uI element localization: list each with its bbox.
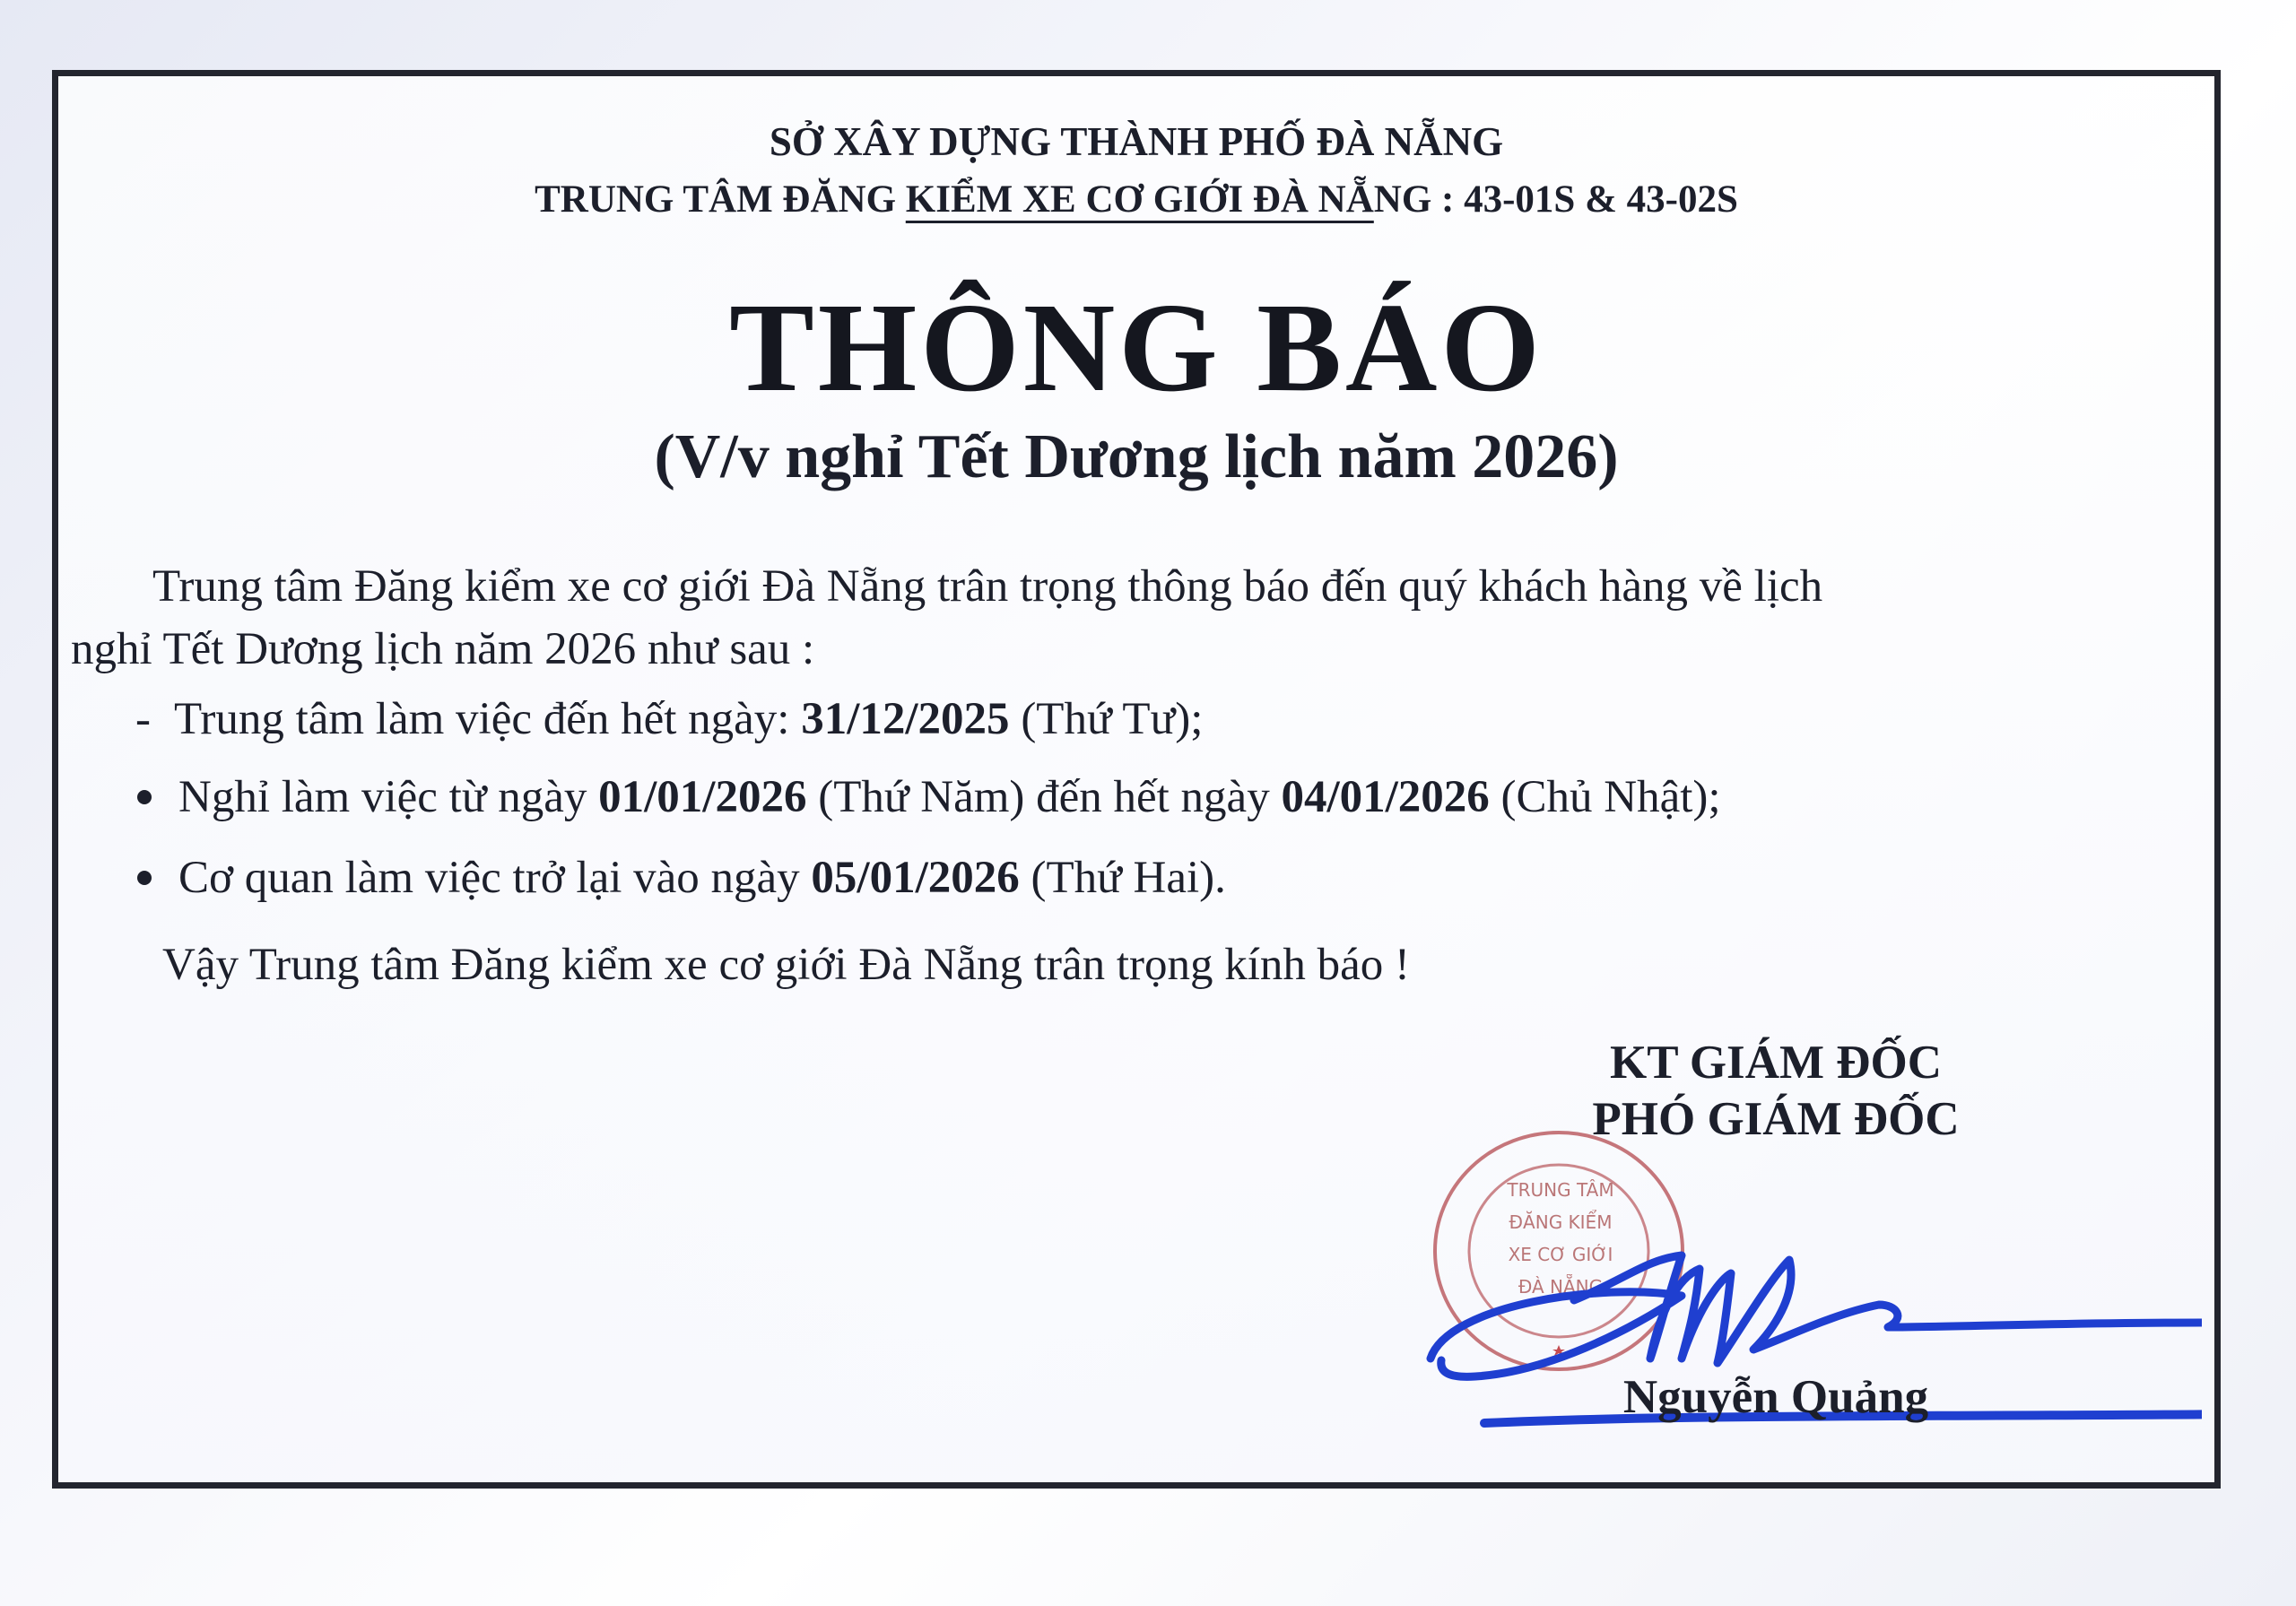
list-item: [126, 693, 1203, 745]
seal-text-4: ĐÀ NẴNG: [1518, 1276, 1604, 1298]
org-line-2-part-c: NG : 43-01S & 43-02S: [1373, 178, 1738, 221]
signer-title-1: KT GIÁM ĐỐC: [1609, 1037, 1943, 1089]
item-date-start: 01/01/2026: [598, 772, 807, 822]
item-text: Trung tâm làm việc đến hết ngày:: [173, 694, 802, 744]
signer-name: Nguyễn Quảng: [1622, 1371, 1929, 1423]
bullet-dot: [137, 871, 152, 885]
item-marker: -: [135, 694, 151, 744]
org-line-1: SỞ XÂY DỰNG THÀNH PHỐ ĐÀ NẴNG: [769, 119, 1504, 164]
notice-document: [52, 70, 2221, 1489]
org-line-2-part-a: TRUNG TÂM ĐĂNG: [535, 178, 906, 221]
item-date: 31/12/2025: [801, 694, 1010, 744]
item-text: Cơ quan làm việc trở lại vào ngày: [178, 853, 812, 903]
closing-line: Vậy Trung tâm Đăng kiểm xe cơ giới Đà Nẵng trân trọng kính báo !: [162, 940, 1411, 990]
intro-line-2: nghỉ Tết Dương lịch năm 2026 như sau :: [71, 624, 815, 674]
seal-text-1: TRUNG TÂM: [1507, 1179, 1614, 1201]
item-text-mid: (Thứ Hai).: [1019, 853, 1226, 903]
intro-line-1: Trung tâm Đăng kiểm xe cơ giới Đà Nẵng trân trọng thông báo đến quý khách hàng về lịch: [152, 561, 1823, 612]
item-text: Nghỉ làm việc từ ngày: [178, 772, 599, 822]
org-line-2-underlined: KIỂM XE CƠ GIỚI ĐÀ NẴ: [905, 178, 1374, 221]
notice-subtitle: (V/v nghỉ Tết Dương lịch năm 2026): [654, 422, 1619, 491]
seal-text-3: XE CƠ GIỚI: [1508, 1244, 1613, 1265]
item-date: 05/01/2026: [811, 853, 1020, 903]
seal-text-2: ĐĂNG KIỂM: [1509, 1211, 1613, 1233]
org-line-2: [58, 178, 2214, 221]
notice-title: THÔNG BÁO: [729, 276, 1544, 418]
signer-title-2: PHÓ GIÁM ĐỐC: [1592, 1093, 1960, 1145]
list-item: [126, 771, 1721, 823]
item-text-mid: (Thứ Tư);: [1009, 694, 1204, 744]
item-date-end: 04/01/2026: [1281, 772, 1490, 822]
list-item: [126, 852, 1226, 904]
item-text-after: (Chủ Nhật);: [1489, 772, 1721, 822]
item-text-mid: (Thứ Năm) đến hết ngày: [806, 772, 1282, 822]
bullet-dot: [137, 790, 152, 804]
